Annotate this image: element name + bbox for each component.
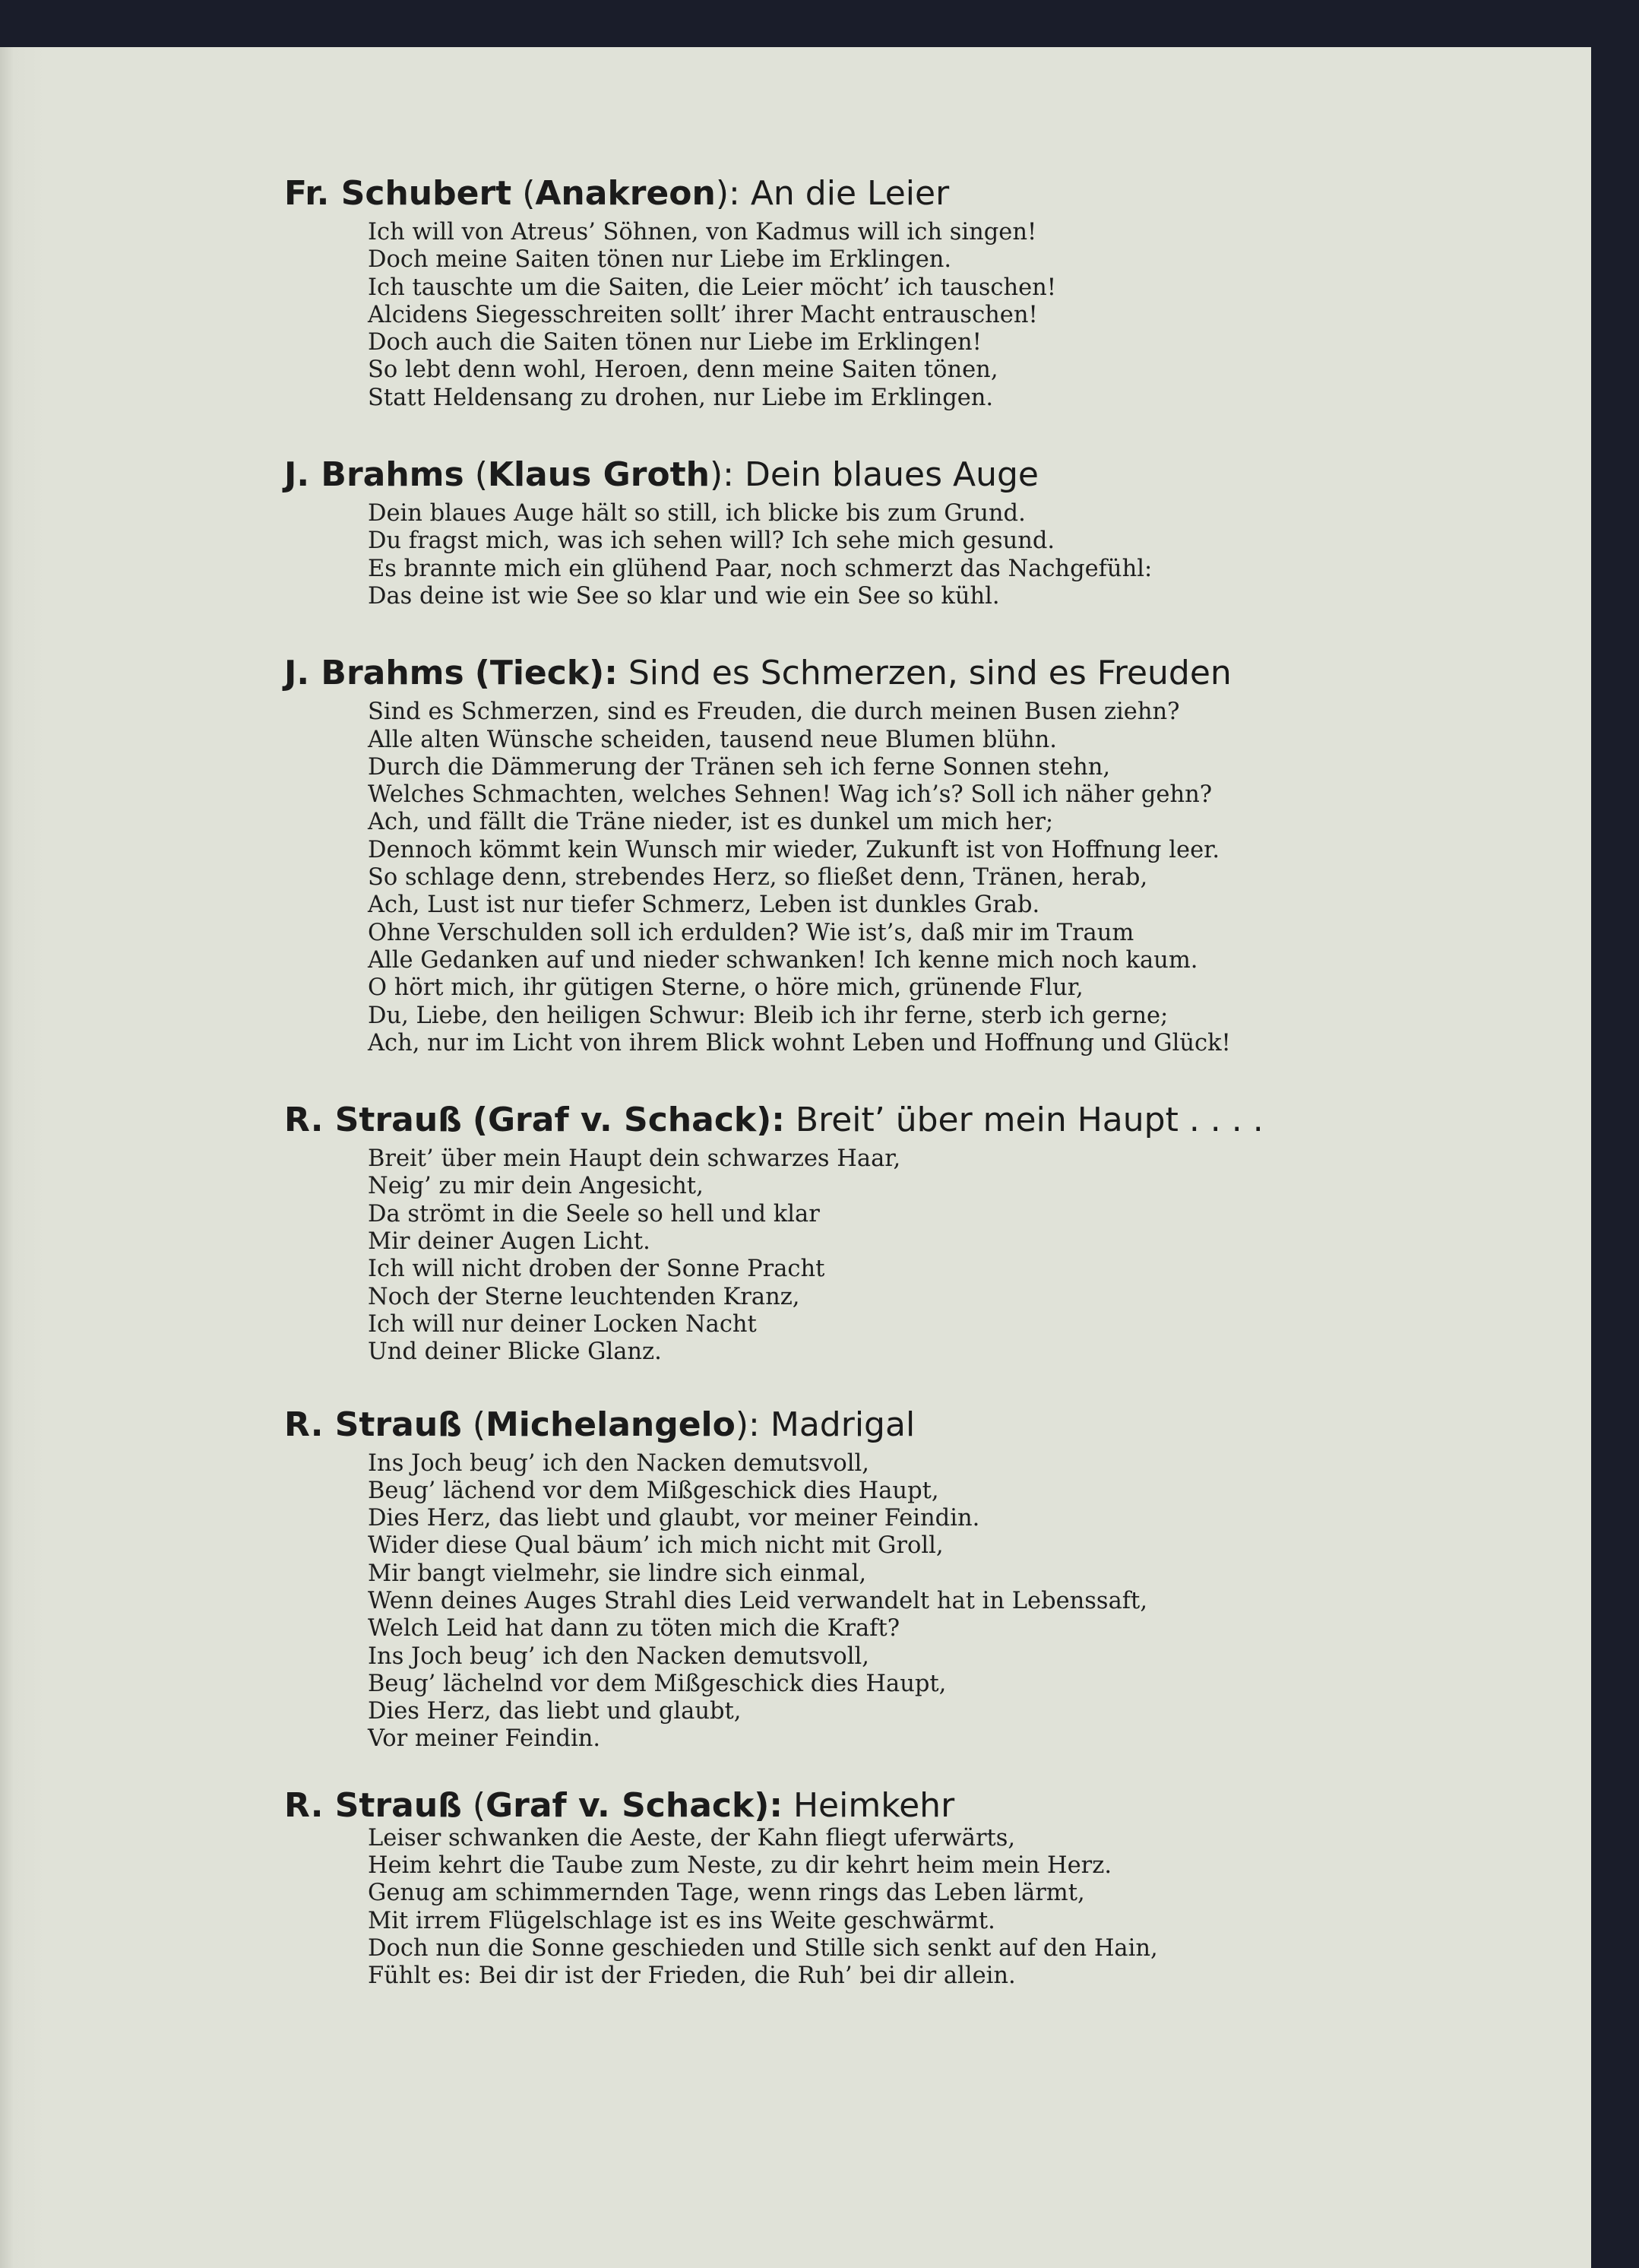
work-title: An die Leier	[750, 174, 950, 213]
song-strauss-heimkehr	[284, 1787, 1576, 1991]
work-title: Breit’ über mein Haupt . . . .	[795, 1101, 1264, 1140]
composer: Fr. Schubert	[284, 174, 512, 213]
verse-line: Und deiner Blicke Glanz.	[368, 1338, 662, 1366]
verse-line: Ins Joch beug’ ich den Nacken demutsvoll,	[368, 1642, 869, 1670]
verse-line: Dennoch kömmt kein Wunsch mir wieder, Zukunft ist von Hoffnung leer.	[368, 836, 1220, 863]
verse-line: Genug am schimmernden Tage, wenn rings das Leben lärmt,	[368, 1880, 1085, 1907]
verse-line: Ich will nicht droben der Sonne Pracht	[368, 1256, 825, 1283]
song-title: R. Strauß (Graf v. Schack): Breit’ über mein Haupt . . . .	[284, 1101, 1264, 1140]
verse-line: Doch meine Saiten tönen nur Liebe im Erklingen.	[368, 246, 952, 274]
poet: Graf v. Schack	[487, 1101, 757, 1140]
song-title: R. Strauß (Graf v. Schack): Heimkehr	[284, 1785, 955, 1825]
verse-line: Noch der Sterne leuchtenden Kranz,	[368, 1283, 800, 1310]
work-title: Heimkehr	[793, 1785, 955, 1825]
work-title: Madrigal	[770, 1405, 916, 1444]
verse-line: Wider diese Qual bäum’ ich mich nicht mit Groll,	[368, 1532, 944, 1560]
verse-line: Du, Liebe, den heiligen Schwur: Bleib ich ihr ferne, sterb ich gerne;	[368, 1002, 1169, 1029]
song-title: J. Brahms (Klaus Groth): Dein blaues Auge	[284, 455, 1039, 495]
verse-line: Statt Heldensang zu drohen, nur Liebe im Erklingen.	[368, 384, 994, 411]
song-title: Fr. Schubert (Anakreon): An die Leier	[284, 174, 950, 213]
verse-line: Neig’ zu mir dein Angesicht,	[368, 1173, 704, 1200]
verse	[368, 1825, 1576, 1991]
verse-line: So schlage denn, strebendes Herz, so fließet denn, Tränen, herab,	[368, 864, 1148, 892]
verse-line: Vor meiner Feindin.	[368, 1725, 601, 1753]
song-brahms-sind-es-schmerzen	[284, 648, 1576, 1057]
poet: Graf v. Schack	[486, 1785, 755, 1825]
composer: R. Strauß	[284, 1101, 462, 1140]
verse-line: Beug’ lächelnd vor dem Mißgeschick dies Haupt,	[368, 1670, 947, 1697]
verse-line: Ach, nur im Licht von ihrem Blick wohnt Leben und Hoffnung und Glück!	[368, 1029, 1231, 1056]
verse-line: Doch nun die Sonne geschieden und Stille sich senkt auf den Hain,	[368, 1934, 1158, 1962]
verse-line: Mit irrem Flügelschlage ist es ins Weite geschwärmt.	[368, 1907, 995, 1934]
verse-line: Sind es Schmerzen, sind es Freuden, die durch meinen Busen ziehn?	[368, 698, 1180, 726]
poet: Anakreon	[535, 174, 716, 213]
song-title: R. Strauß (Michelangelo): Madrigal	[284, 1405, 916, 1444]
verse-line: Da strömt in die Seele so hell und klar	[368, 1200, 820, 1227]
song-strauss-madrigal	[284, 1400, 1576, 1753]
song-schubert-an-die-leier	[284, 169, 1576, 412]
work-title: Sind es Schmerzen, sind es Freuden	[628, 654, 1232, 693]
song-list	[284, 169, 1576, 1991]
verse-line: Ins Joch beug’ ich den Nacken demutsvoll,	[368, 1449, 869, 1477]
verse-line: Alle alten Wünsche scheiden, tausend neue Blumen blühn.	[368, 726, 1057, 753]
verse-line: Alcidens Siegesschreiten sollt’ ihrer Macht entrauschen!	[368, 301, 1038, 328]
composer: R. Strauß	[284, 1405, 462, 1444]
song-strauss-breit-ueber-mein-haupt	[284, 1095, 1576, 1366]
verse-line: Heim kehrt die Taube zum Neste, zu dir kehrt heim mein Herz.	[368, 1852, 1112, 1880]
verse-line: Du fragst mich, was ich sehen will? Ich sehe mich gesund.	[368, 527, 1055, 555]
verse-line: Alle Gedanken auf und nieder schwanken! Ich kenne mich noch kaum.	[368, 946, 1198, 974]
verse-line: Dies Herz, das liebt und glaubt, vor meiner Feindin.	[368, 1505, 980, 1532]
composer: R. Strauß	[284, 1785, 462, 1825]
verse-line: Ach, und fällt die Träne nieder, ist es dunkel um mich her;	[368, 809, 1054, 836]
verse	[368, 219, 1576, 412]
verse-line: Leiser schwanken die Aeste, der Kahn fliegt uferwärts,	[368, 1824, 1016, 1851]
song-title: J. Brahms (Tieck): Sind es Schmerzen, sind es Freuden	[284, 654, 1232, 693]
poet: Michelangelo	[486, 1405, 736, 1444]
verse-line: Ich will nur deiner Locken Nacht	[368, 1310, 757, 1338]
verse-line: Doch auch die Saiten tönen nur Liebe im Erklingen!	[368, 329, 982, 356]
verse-line: Dies Herz, das liebt und glaubt,	[368, 1698, 742, 1725]
verse-line: Welches Schmachten, welches Sehnen! Wag ich’s? Soll ich näher gehn?	[368, 781, 1213, 809]
verse-line: Fühlt es: Bei dir ist der Frieden, die Ruh’ bei dir allein.	[368, 1962, 1016, 1990]
verse-line: O hört mich, ihr gütigen Sterne, o höre mich, grünende Flur,	[368, 974, 1084, 1002]
verse	[368, 500, 1576, 610]
verse-line: Breit’ über mein Haupt dein schwarzes Haar,	[368, 1145, 901, 1173]
composer: J. Brahms	[284, 654, 464, 693]
verse	[368, 1145, 1576, 1366]
verse-line: Ich will von Atreus’ Söhnen, von Kadmus will ich singen!	[368, 219, 1037, 245]
verse-line: Es brannte mich ein glühend Paar, noch schmerzt das Nachgefühl:	[368, 555, 1153, 582]
program-page	[0, 47, 1591, 2268]
verse-line: Ach, Lust ist nur tiefer Schmerz, Leben ist dunkles Grab.	[368, 892, 1040, 919]
verse-line: Mir deiner Augen Licht.	[368, 1228, 650, 1256]
verse-line: Ich tauschte um die Saiten, die Leier möcht’ ich tauschen!	[368, 274, 1057, 301]
verse	[368, 1450, 1576, 1753]
song-brahms-dein-blaues-auge	[284, 450, 1576, 610]
verse-line: Ohne Verschulden soll ich erdulden? Wie ist’s, daß mir im Traum	[368, 919, 1134, 946]
verse-line: Wenn deines Auges Strahl dies Leid verwandelt hat in Lebenssaft,	[368, 1587, 1148, 1614]
composer: J. Brahms	[284, 455, 464, 495]
verse-line: So lebt denn wohl, Heroen, denn meine Saiten tönen,	[368, 356, 998, 384]
verse	[368, 698, 1576, 1057]
verse-line: Dein blaues Auge hält so still, ich blicke bis zum Grund.	[368, 500, 1026, 527]
poet: Tieck	[489, 654, 590, 693]
verse-line: Welch Leid hat dann zu töten mich die Kraft?	[368, 1615, 900, 1642]
poet: Klaus Groth	[487, 455, 710, 495]
verse-line: Mir bangt vielmehr, sie lindre sich einmal,	[368, 1560, 867, 1587]
work-title: Dein blaues Auge	[744, 455, 1039, 495]
verse-line: Durch die Dämmerung der Tränen seh ich ferne Sonnen stehn,	[368, 753, 1111, 781]
verse-line: Beug’ lächend vor dem Mißgeschick dies Haupt,	[368, 1477, 939, 1504]
verse-line: Das deine ist wie See so klar und wie ein See so kühl.	[368, 582, 1000, 610]
